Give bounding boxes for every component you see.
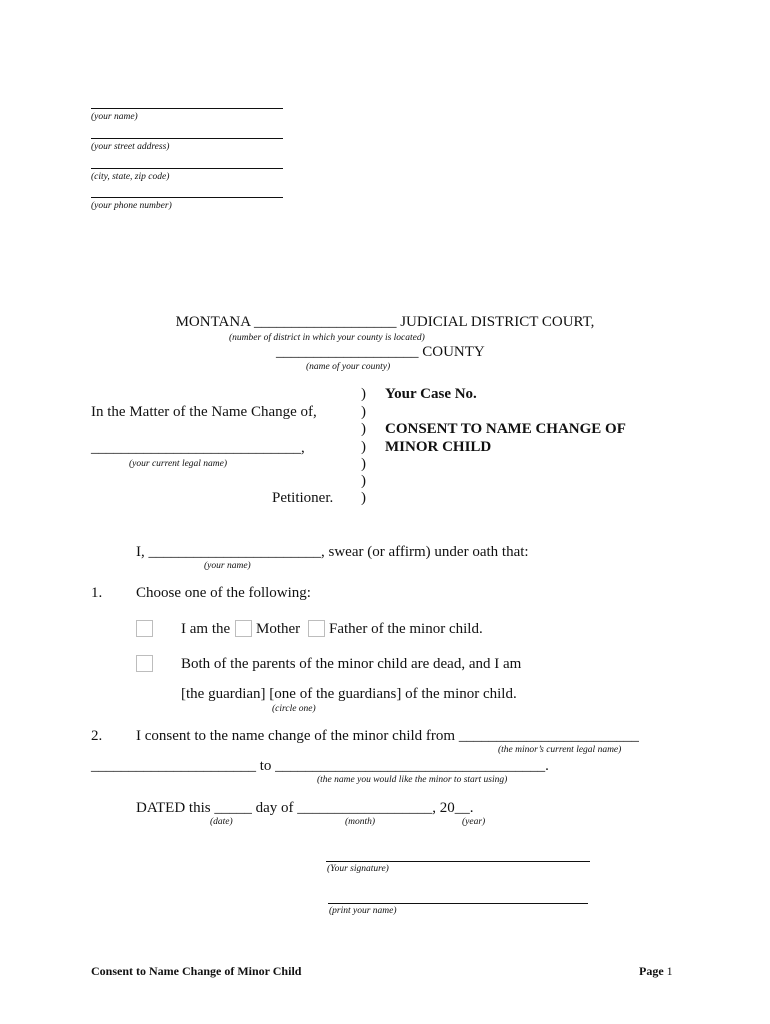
guardian-option-checkbox[interactable]	[136, 655, 153, 672]
mother-checkbox[interactable]	[235, 620, 252, 637]
paren-1: )	[361, 386, 366, 402]
page-number: 1	[666, 964, 673, 978]
document-title-2: MINOR CHILD	[385, 439, 492, 455]
name-caption: (your name)	[91, 112, 138, 122]
signature-caption: (Your signature)	[327, 864, 389, 874]
petitioner-label: Petitioner.	[272, 490, 334, 506]
option1-prefix: I am the	[181, 621, 231, 637]
street-caption: (your street address)	[91, 142, 170, 152]
footer-title: Consent to Name Change of Minor Child	[91, 964, 302, 978]
print-name-caption: (print your name)	[329, 906, 397, 916]
street-line[interactable]	[91, 138, 283, 139]
name-line[interactable]	[91, 108, 283, 109]
current-name-caption: (the minor’s current legal name)	[498, 745, 622, 755]
month-caption: (month)	[345, 817, 376, 827]
case-number-label: Your Case No.	[385, 386, 477, 402]
paren-2: )	[361, 404, 366, 420]
paren-7: )	[361, 490, 366, 506]
item2-number: 2.	[91, 728, 103, 744]
item1-text: Choose one of the following:	[136, 585, 311, 601]
year-caption: (year)	[462, 817, 486, 827]
county-caption: (name of your county)	[306, 362, 391, 372]
paren-5: )	[361, 456, 366, 472]
phone-caption: (your phone number)	[91, 201, 172, 211]
parent-option-checkbox[interactable]	[136, 620, 153, 637]
city-caption: (city, state, zip code)	[91, 172, 170, 182]
page-label: Page	[639, 964, 664, 978]
phone-line[interactable]	[91, 197, 283, 198]
option2-line2: [the guardian] [one of the guardians] of the minor child.	[181, 686, 517, 702]
city-line[interactable]	[91, 168, 283, 169]
oath-text: I, _______________________, swear (or affirm) under oath that:	[136, 544, 529, 560]
item1-number: 1.	[91, 585, 103, 601]
item2-line2[interactable]: ______________________ to ____________________________________.	[91, 758, 549, 774]
court-line: MONTANA ___________________ JUDICIAL DISTRICT COURT,	[175, 314, 595, 330]
print-name-line[interactable]	[328, 903, 588, 904]
oath-name-caption: (your name)	[204, 561, 251, 571]
new-name-caption: (the name you would like the minor to start using)	[317, 775, 508, 785]
matter-text: In the Matter of the Name Change of,	[91, 404, 317, 420]
petitioner-name-line[interactable]: ____________________________,	[91, 440, 305, 456]
father-checkbox[interactable]	[308, 620, 325, 637]
page-indicator	[639, 964, 673, 979]
date-caption: (date)	[210, 817, 233, 827]
father-label: Father of the minor child.	[329, 621, 483, 637]
option2-line1: Both of the parents of the minor child are dead, and I am	[181, 656, 522, 672]
district-caption: (number of district in which your county is located)	[229, 333, 425, 343]
paren-4: )	[361, 439, 366, 455]
item2-text[interactable]: I consent to the name change of the minor child from ________________________	[136, 728, 639, 744]
signature-line[interactable]	[326, 861, 590, 862]
paren-3: )	[361, 421, 366, 437]
county-line: ___________________ COUNTY	[276, 344, 485, 360]
circle-one-caption: (circle one)	[272, 704, 316, 714]
paren-6: )	[361, 473, 366, 489]
dated-text[interactable]: DATED this _____ day of __________________, 20__.	[136, 800, 474, 816]
petitioner-name-caption: (your current legal name)	[129, 459, 228, 469]
document-title-1: CONSENT TO NAME CHANGE OF	[385, 421, 626, 437]
mother-label: Mother	[256, 621, 301, 637]
